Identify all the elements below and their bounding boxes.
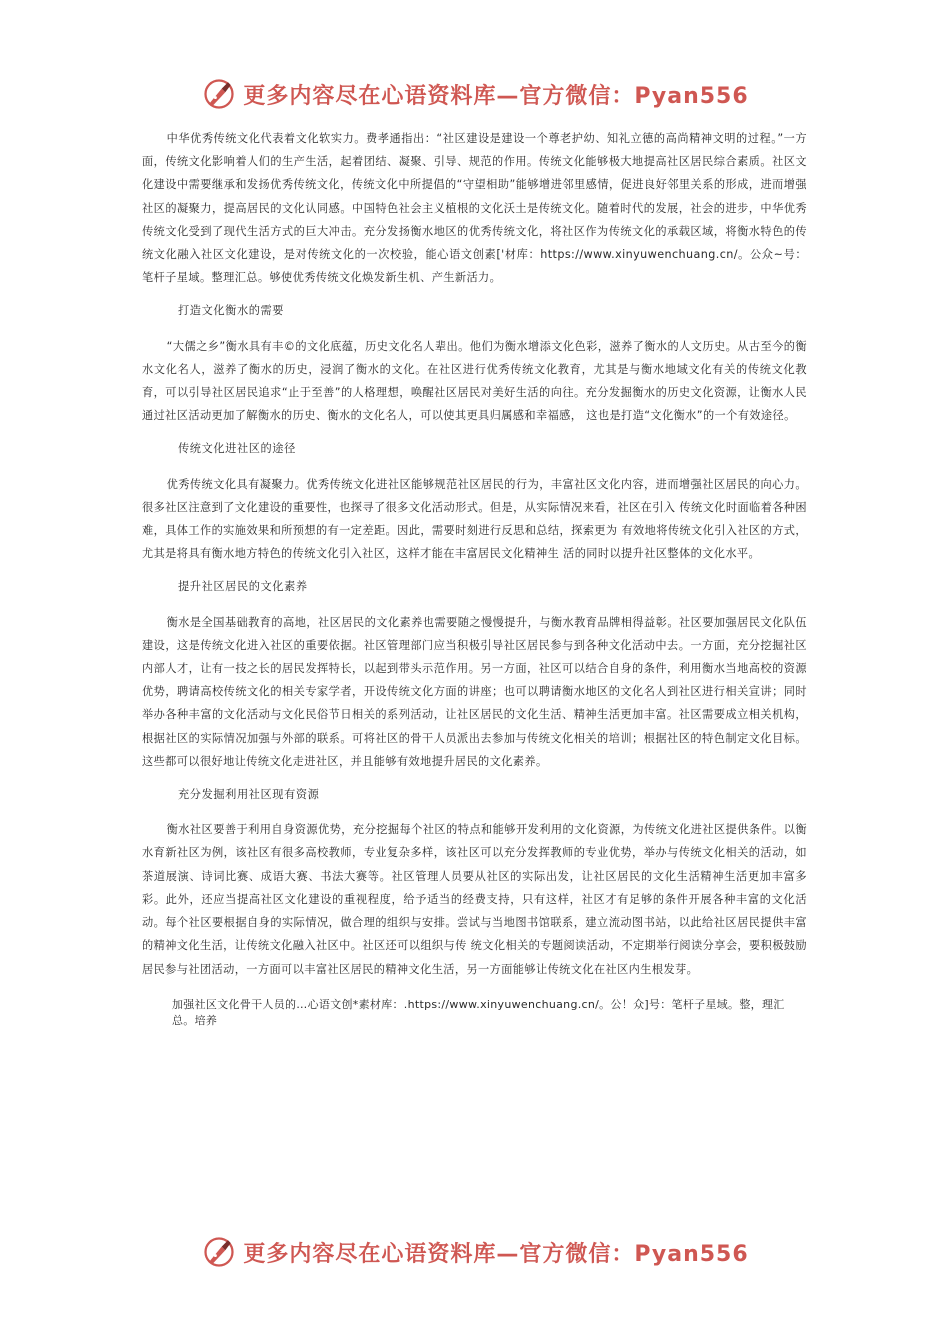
banner-text: 更多内容尽在心语资料库—官方微信：Pyan556 (243, 1241, 749, 1267)
brand-logo-icon (201, 1234, 237, 1270)
header-banner (0, 72, 950, 116)
banner-text: 更多内容尽在心语资料库—官方微信：Pyan556 (243, 83, 749, 109)
brand-logo-icon (201, 76, 237, 112)
section-heading-resources: 充分发掘利用社区现有资源 (178, 788, 320, 802)
section-heading-culture-hengshui: 打造文化衡水的需要 (178, 304, 285, 318)
paragraph-resources: 衡水社区要善于利用自身资源优势，充分挖掘每个社区的特点和能够开发利用的文化资源，为传统文化进社区提供条件。以衡水育新社区为例，该社区有很多高校教师，专业复杂多样，该社区可以充分发挥教师的专业优势，举办与传统文化相关的活动，如茶道展演、诗词比赛、成语大赛、书法大赛等。社区管理人员要从社区的实际出发，让社区居民的文化生活精神生活更加丰富多彩。此外，还应当提高社区文化建设的重视程度，给予适当的经费支持，只有这样，社区才有足够的条件开展各种丰富的文化活动。每个社区要根据自身的实际情况，做合理的组织与安排。尝试与当地图书馆联系，建立流动图书站，以此给社区居民提供丰富的精神文化生活，让传统文化融入社区中。社区还可以组织与传 统文化相关的专题阅读活动，不定期举行阅读分享会，要积极鼓励居民参与社团活动，一方面可以丰富社区居民的精神文化生活，另一方面能够让传统文化在社区内生根发芽。 (142, 823, 807, 976)
paragraph-culture-hengshui: “大儒之乡”衡水具有丰©的文化底蕴，历史文化名人辈出。他们为衡水增添文化色彩，滋养了衡水的人文历史。从古至今的衡水文化名人，滋养了衡水的历史，浸润了衡水的文化。在社区进行优秀传统文化教育，尤其是与衡水地域文化有关的传统文化教育，可以引导社区居民追求“止于至善”的人格理想，唤醒社区居民对美好生活的向往。充分发掘衡水的历史文化资源，让衡水人民通过社区活动更加了解衡水的历史、衡水的文化名人，可以使其更具归属感和幸福感， 这也是打造“文化衡水”的一个有效途径。 (142, 339, 807, 423)
section-heading-approach: 传统文化进社区的途径 (178, 442, 296, 456)
paragraph-literacy: 衡水是全国基础教育的高地，社区居民的文化素养也需要随之慢慢提升，与衡水教育品牌相得益彰。社区要加强居民文化队伍建设，这是传统文化进入社区的重要依据。社区管理部门应当积极引导社区居民参与到各种文化活动中去。一方面，充分挖掘社区内部人才，让有一技之长的居民发挥特长，以起到带头示范作用。另一方面，社区可以结合自身的条件，利用衡水当地高校的资源优势，聘请高校传统文化的相关专家学者，开设传统文化方面的讲座；也可以聘请衡水地区的文化名人到社区进行相关宣讲；同时举办各种丰富的文化活动与文化民俗节日相关的系列活动，让社区居民的文化生活、精神生活更加丰富。社区需要成立相关机构，根据社区的实际情况加强与外部的联系。可将社区的骨干人员派出去参加与传统文化相关的培训；根据社区的特色制定文化目标。这些都可以很好地让传统文化走进社区，并且能够有效地提升居民的文化素养。 (142, 615, 807, 768)
paragraph-approach: 优秀传统文化具有凝聚力。优秀传统文化进社区能够规范社区居民的行为，丰富社区文化内容，进而增强社区居民的向心力。很多社区注意到了文化建设的重要性，也探寻了很多文化活动形式。但是，从实际情况来看，社区在引入 传统文化时面临着各种困难，具体工作的实施效果和所预想的有一定差距。因此，需要时刻进行反思和总结，探索更为 有效地将传统文化引入社区的方式，尤其是将具有衡水地方特色的传统文化引入社区，这样才能在丰富居民文化精神生 活的同时以提升社区整体的文化水平。 (142, 477, 807, 561)
section-heading-literacy: 提升社区居民的文化素养 (178, 580, 308, 594)
paragraph-intro: 中华优秀传统文化代表着文化软实力。费孝通指出：“社区建设是建设一个尊老护幼、知礼立德的高尚精神文明的过程。”一方面，传统文化影响着人们的生产生活，起着团结、凝聚、引导、规范的作用。传统文化能够极大地提高社区居民综合素质。社区文化建设中需要继承和发扬优秀传统文化，传统文化中所提倡的“守望相助”能够增进邻里感情，促进良好邻里关系的形成，进而增强社区的凝聚力，提高居民的文化认同感。中国特色社会主义植根的文化沃土是传统文化。随着时代的发展，社会的进步，中华优秀传统文化受到了现代生活方式的巨大冲击。充分发扬衡水地区的优秀传统文化，将社区作为传统文化的承载区域，将衡水特色的传统文化融入社区文化建设，是对传统文化的一次校验，能心语文创素['材库：https://www.xinyuwenchuang.cn/。公众~号：笔杆子星域。整理汇总。够使优秀传统文化焕发新生机、产生新活力。 (142, 132, 807, 285)
article-body (142, 127, 807, 1029)
footer-banner (0, 1230, 950, 1274)
paragraph-closing: 加强社区文化骨干人员的…心语文创*素材库：.https://www.xinyuwenchuang.cn/。公！众]号：笔杆子星域。整，理汇总。培养 (172, 997, 785, 1027)
